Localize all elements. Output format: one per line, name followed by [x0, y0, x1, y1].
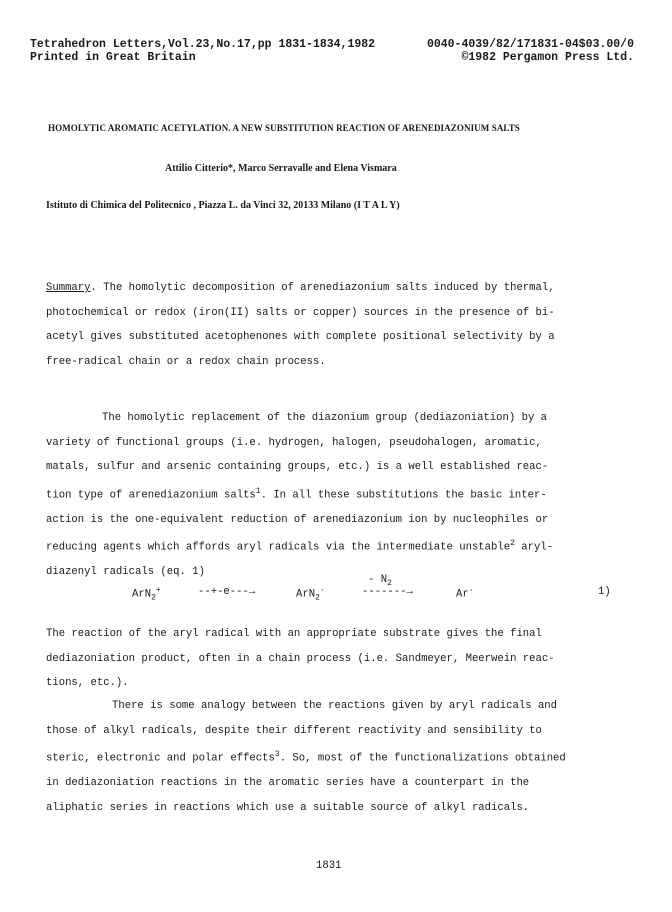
analogy-paragraph [46, 694, 634, 820]
journal-header [30, 38, 634, 64]
paragraph-text: . In all these substitutions the basic inter- [260, 489, 547, 502]
reference-mark: 1 [255, 486, 261, 496]
article-title: HOMOLYTIC AROMATIC ACETYLATION. A NEW SUBSTITUTION REACTION OF ARENEDIAZONIUM SALTS [48, 123, 520, 133]
paragraph-line: dediazoniation product, often in a chain process (i.e. Sandmeyer, Meerwein reac- [46, 652, 555, 665]
paragraph-line: matals, sulfur and arsenic containing groups, etc.) is a well established reac- [46, 461, 549, 473]
paragraph-line: The reaction of the aryl radical with an appropriate substrate gives the final [46, 628, 542, 640]
summary-line: free-radical chain or a redox chain process. [46, 355, 326, 368]
article-code: 0040-4039/82/171831-04$03.00/0 [426, 38, 634, 51]
copyright: ©1982 Pergamon Press Ltd. [461, 51, 634, 64]
summary-paragraph [46, 276, 634, 374]
summary-line: acetyl gives substituted acetophenones with complete positional selectivity by a [46, 331, 555, 343]
eq-number: 1) [598, 586, 611, 598]
reference-mark: 2 [510, 539, 515, 549]
reference-mark: 3 [274, 750, 280, 759]
eq-reactant: ArN$_2$+ [132, 586, 161, 603]
author-list: Attilio Citterio*, Marco Serravalle and Elena Vismara [165, 163, 397, 174]
eq-arrow-2-label: - $N_2$ [368, 574, 392, 589]
eq-intermediate: ArN$_2$· [296, 586, 325, 603]
journal-citation: Tetrahedron Letters,Vol.23,No.17,pp 1831-1834,1982 [30, 38, 376, 51]
paragraph-text: reducing agents which affords aryl radicals via the intermediate unstable [46, 541, 511, 554]
equation-1 [0, 576, 672, 616]
eq-product: Ar· [456, 586, 474, 601]
eq-arrow-2: -------→ [362, 586, 413, 598]
paragraph-text: aryl- [514, 541, 554, 554]
paragraph-text: tion type of arenediazonium salts [46, 489, 256, 502]
eq-arrow-1: --+-e---→ [198, 586, 256, 598]
printed-in: Printed in Great Britain [30, 51, 196, 64]
affiliation: Istituto di Chimica del Politecnico , Piazza L. da Vinci 32, 20133 Milano (I T A L Y) [46, 200, 400, 211]
paragraph-line: aliphatic series in reactions which use a suitable source of alkyl radicals. [46, 801, 530, 814]
paragraph-line: tions, etc.). [46, 677, 129, 689]
paragraph-line: There is some analogy between the reactions given by aryl radicals and [112, 700, 558, 712]
paragraph-line: in dediazoniation reactions in the aromatic series have a counterpart in the [46, 777, 530, 790]
paragraph-line: variety of functional groups (i.e. hydrogen, halogen, pseudohalogen, aromatic, [46, 436, 542, 449]
page-number: 1831 [316, 860, 342, 872]
paragraph-line: diazenyl radicals (eq. 1) [46, 566, 205, 579]
intro-paragraph [46, 406, 634, 585]
paragraph-text: steric, electronic and polar effects [46, 752, 275, 765]
summary-line: photochemical or redox (iron(II) salts or copper) sources in the presence of bi- [46, 306, 555, 319]
paragraph-line: action is the one-equivalent reduction of arenediazonium ion by nucleophiles or [46, 513, 549, 526]
reaction-paragraph [46, 622, 634, 696]
paragraph-text: . So, most of the functionalizations obtained [279, 752, 566, 765]
summary-line: . The homolytic decomposition of arenediazonium salts induced by thermal, [90, 282, 555, 294]
paragraph-line: those of alkyl radicals, despite their different reactivity and sensibility to [46, 724, 542, 737]
paragraph-line: The homolytic replacement of the diazonium group (dediazoniation) by a [102, 412, 548, 424]
summary-label: Summary [46, 282, 91, 294]
